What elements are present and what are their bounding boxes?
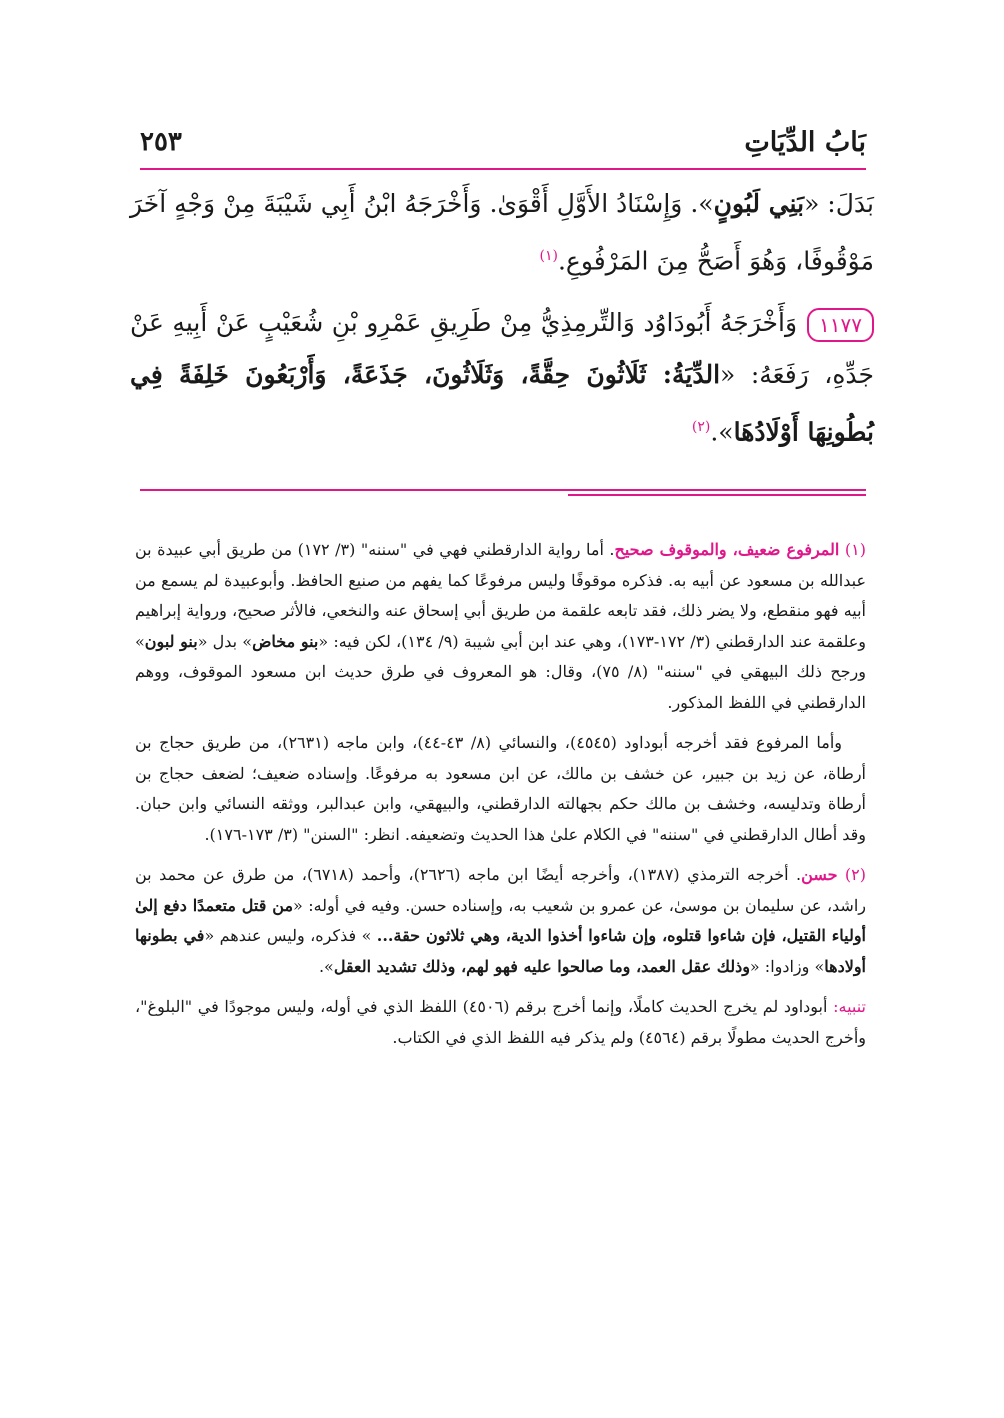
p1-quote: بَنِي لَبُونٍ <box>713 189 805 218</box>
warning-text: أبوداود لم يخرج الحديث كاملًا، وإنما أخرج برقم (٤٥٠٦) اللفظ الذي في أوله، وليس موجودًا في "البلوغ"، وأخرج الحديث مطولًا برقم (٤٥٦٤) ولم يذكر فيه اللفظ الذي في الكتاب. <box>135 997 866 1047</box>
p1-text-a: بَدَلَ: « <box>804 189 874 218</box>
main-paragraph-1 <box>130 178 874 287</box>
footnote-1-ruling: المرفوع ضعيف، والموقوف صحيح <box>614 540 840 559</box>
footnote-1-text-c: » بدل « <box>197 631 253 651</box>
page-number: ٢٥٣ <box>140 127 182 157</box>
footnotes <box>135 535 866 1063</box>
footnote-1-bold-d: بنو لبون <box>144 631 198 651</box>
page-header <box>140 118 866 166</box>
p2-text-a: وَأَخْرَجَهُ أَبُودَاوُد وَالتِّرمِذِيُّ مِنْ طَرِيقِ عَمْرِو بْنِ شُعَيْبٍ عَنْ أَبِيهِ عَنْ جَدِّهِ، رَفَعَهُ: « <box>130 308 874 390</box>
header-divider <box>140 168 866 170</box>
p2-text-c: ». <box>710 417 734 447</box>
footnote-1-number: (١) <box>844 540 867 559</box>
footnote-divider-short <box>568 494 866 496</box>
footnote-2-text-c: » فذكره، وليس عندهم « <box>204 926 377 945</box>
footnote-1-text-e: » ورجح ذلك البيهقي في "سننه" (٨/ ٧٥)، وقال: هو المعروف في طرق حديث ابن مسعود الموقوف، ووهم الدارقطني في اللفظ المذكور. <box>135 631 866 712</box>
main-paragraph-2 <box>130 297 874 458</box>
footnote-2-bold-f: وذلك عقل العمد، وما صالحوا عليه فهو لهم، وذلك تشديد العقل <box>333 956 750 976</box>
footnote-2-bold-b: من قتل متعمدًا دفع إلىٰ أولياء القتيل، فإن شاءوا قتلوه، وإن شاءوا أخذوا الدية، وهي ثلاثون حقة... <box>135 895 867 945</box>
footnote-ref-1[interactable]: (١) <box>539 248 558 264</box>
p2-hadith-text: الدِّيَةُ: ثَلَاثُونَ حِقَّةً، وَثَلَاثُونَ، جَذَعَةً، وَأَرْبَعُونَ خَلِفَةً فِي بُطُونِهَا أَوْلَادُهَا <box>130 360 874 447</box>
footnote-1-bold-b: بنو مخاض <box>252 631 319 651</box>
footnote-1-text-a: . أما رواية الدارقطني فهي في "سننه" (٣/ ١٧٢) من طريق أبي عبيدة بن عبدالله بن مسعود عن أبيه به. فذكره موقوفًا وليس مرفوعًا كما يفهم من صنيع الحافظ. وأبوعبيدة لم يسمع من أبيه فهو منقطع، ولا يضر ذلك، فقد تابعه علقمة من طريق أبي إسحاق عنه والنخعي، فالأثر صحيح، ورواية إبراهيم وعلقمة عند الدارقطني (٣/ ١٧٢-١٧٣)، وهي عند ابن أبي شيبة (٩/ ١٣٤)، لكن فيه: « <box>135 540 867 651</box>
footnote-1-paragraph-2: وأما المرفوع فقد أخرجه أبوداود (٤٥٤٥)، والنسائي (٨/ ٤٣-٤٤)، وابن ماجه (٢٦٣١)، من طريق حجاج بن أرطاة، عن زيد بن جبير، عن خشف بن مالك، عن ابن مسعود به مرفوعًا. وإسناده ضعيف؛ لضعف حجاج بن أرطاة وتدليسه، وخشف بن مالك حكم بجهالته الدارقطني، والبيهقي، وابن عبدالبر، ووثقه النسائي وابن حبان. وقد أطال الدارقطني في "سننه" في الكلام علىٰ هذا الحديث وتضعيفه. انظر: "السنن" (٣/ ١٧٣-١٧٦). <box>135 733 866 844</box>
footnote-2-text-a: . أخرجه الترمذي (١٣٨٧)، وأخرجه أيضًا ابن ماجه (٢٦٢٦)، وأحمد (٦٧١٨)، من طرق عن محمد بن راشد، عن سليمان بن موسىٰ، عن عمرو بن شعيب به، وإسناده حسن. وفيه في أوله: « <box>135 865 867 915</box>
chapter-title: بَابُ الدِّيَاتِ <box>744 126 866 158</box>
hadith-number-badge: ١١٧٧ <box>807 308 874 342</box>
footnote-2-ruling: حسن <box>801 865 838 884</box>
footnote-1 <box>135 535 866 718</box>
footnote-divider-long <box>140 489 866 491</box>
p1-text-c: ». وَإِسْنَادُ الأَوَّلِ أَقْوَىٰ. وَأَخْرَجَهُ ابْنُ أَبِي شَيْبَةَ مِنْ وَجْهٍ آخَرَ مَوْقُوفًا، وَهُوَ أَصَحُّ مِنَ المَرْفُوعِ. <box>130 189 874 276</box>
warning-note <box>135 992 866 1053</box>
footnote-2-text-e: » وزادوا: « <box>749 956 825 976</box>
footnote-2-bold-d: في بطونها أولادها <box>135 926 866 976</box>
main-text <box>130 178 874 459</box>
footnote-2-text-g: ». <box>318 956 334 976</box>
footnote-2 <box>135 860 866 982</box>
warning-label: تنبيه: <box>833 997 866 1016</box>
footnote-2-number: (٢) <box>844 865 867 884</box>
footnote-ref-2[interactable]: (٢) <box>691 419 711 436</box>
